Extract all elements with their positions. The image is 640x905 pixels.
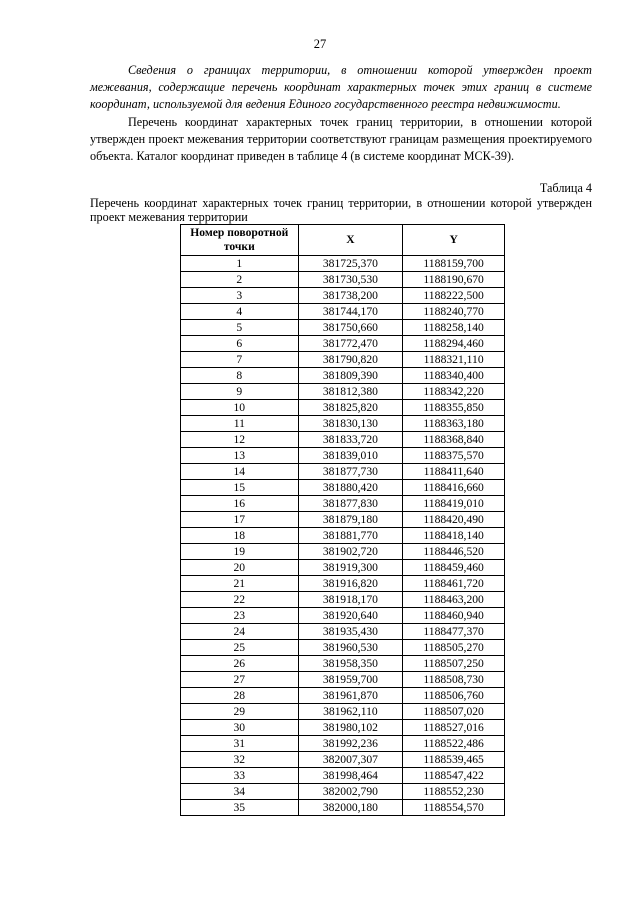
cell-point-number: 25	[181, 640, 299, 656]
cell-x: 381961,870	[298, 688, 403, 704]
cell-x: 381744,170	[298, 304, 403, 320]
cell-y: 1188375,570	[403, 448, 505, 464]
cell-x: 381812,380	[298, 384, 403, 400]
cell-x: 381935,430	[298, 624, 403, 640]
cell-x: 382002,790	[298, 784, 403, 800]
cell-point-number: 9	[181, 384, 299, 400]
cell-point-number: 28	[181, 688, 299, 704]
cell-x: 381960,530	[298, 640, 403, 656]
cell-x: 381738,200	[298, 288, 403, 304]
table-row	[181, 384, 505, 400]
cell-y: 1188411,640	[403, 464, 505, 480]
table-row	[181, 576, 505, 592]
cell-y: 1188552,230	[403, 784, 505, 800]
cell-y: 1188508,730	[403, 672, 505, 688]
table-row	[181, 704, 505, 720]
cell-point-number: 10	[181, 400, 299, 416]
page-number: 27	[313, 37, 327, 51]
cell-point-number: 12	[181, 432, 299, 448]
cell-point-number: 17	[181, 512, 299, 528]
cell-y: 1188294,460	[403, 336, 505, 352]
cell-point-number: 29	[181, 704, 299, 720]
cell-point-number: 24	[181, 624, 299, 640]
cell-x: 381809,390	[298, 368, 403, 384]
table-row	[181, 304, 505, 320]
cell-y: 1188368,840	[403, 432, 505, 448]
table-row	[181, 768, 505, 784]
table-row	[181, 688, 505, 704]
cell-y: 1188222,500	[403, 288, 505, 304]
cell-point-number: 1	[181, 256, 299, 272]
cell-point-number: 3	[181, 288, 299, 304]
cell-x: 381825,820	[298, 400, 403, 416]
cell-y: 1188190,670	[403, 272, 505, 288]
table-row	[181, 512, 505, 528]
cell-y: 1188420,490	[403, 512, 505, 528]
cell-point-number: 31	[181, 736, 299, 752]
cell-point-number: 26	[181, 656, 299, 672]
cell-point-number: 18	[181, 528, 299, 544]
cell-x: 382000,180	[298, 800, 403, 816]
cell-x: 381916,820	[298, 576, 403, 592]
cell-x: 381730,530	[298, 272, 403, 288]
header-point-number: Номер поворотной точки	[181, 225, 299, 256]
cell-x: 381750,660	[298, 320, 403, 336]
table-row	[181, 736, 505, 752]
cell-x: 381980,102	[298, 720, 403, 736]
cell-x: 381920,640	[298, 608, 403, 624]
cell-point-number: 14	[181, 464, 299, 480]
cell-y: 1188355,850	[403, 400, 505, 416]
cell-x: 381880,420	[298, 480, 403, 496]
cell-point-number: 15	[181, 480, 299, 496]
table-row	[181, 544, 505, 560]
coordinates-table	[180, 224, 505, 816]
cell-x: 381918,170	[298, 592, 403, 608]
table-row	[181, 352, 505, 368]
cell-y: 1188507,250	[403, 656, 505, 672]
table-row	[181, 432, 505, 448]
cell-x: 381881,770	[298, 528, 403, 544]
header-x: X	[298, 225, 403, 256]
table-row	[181, 400, 505, 416]
cell-y: 1188460,940	[403, 608, 505, 624]
cell-x: 381919,300	[298, 560, 403, 576]
cell-point-number: 13	[181, 448, 299, 464]
cell-point-number: 27	[181, 672, 299, 688]
cell-point-number: 4	[181, 304, 299, 320]
cell-y: 1188463,200	[403, 592, 505, 608]
cell-point-number: 11	[181, 416, 299, 432]
table-label: Таблица 4	[539, 181, 592, 195]
cell-y: 1188363,180	[403, 416, 505, 432]
table-row	[181, 448, 505, 464]
cell-point-number: 30	[181, 720, 299, 736]
cell-y: 1188506,760	[403, 688, 505, 704]
table-body	[181, 256, 505, 816]
table-row	[181, 560, 505, 576]
cell-y: 1188505,270	[403, 640, 505, 656]
cell-y: 1188554,570	[403, 800, 505, 816]
cell-point-number: 8	[181, 368, 299, 384]
cell-x: 381992,236	[298, 736, 403, 752]
table-row	[181, 368, 505, 384]
cell-x: 381902,720	[298, 544, 403, 560]
cell-y: 1188539,465	[403, 752, 505, 768]
cell-x: 381998,464	[298, 768, 403, 784]
cell-x: 381877,830	[298, 496, 403, 512]
cell-y: 1188527,016	[403, 720, 505, 736]
cell-point-number: 21	[181, 576, 299, 592]
table-row	[181, 336, 505, 352]
table-row	[181, 464, 505, 480]
cell-y: 1188547,422	[403, 768, 505, 784]
table-row	[181, 592, 505, 608]
cell-point-number: 35	[181, 800, 299, 816]
cell-y: 1188419,010	[403, 496, 505, 512]
cell-x: 381772,470	[298, 336, 403, 352]
cell-x: 381725,370	[298, 256, 403, 272]
cell-point-number: 2	[181, 272, 299, 288]
table-row	[181, 480, 505, 496]
cell-point-number: 19	[181, 544, 299, 560]
table-row	[181, 624, 505, 640]
cell-point-number: 22	[181, 592, 299, 608]
cell-y: 1188240,770	[403, 304, 505, 320]
cell-x: 381839,010	[298, 448, 403, 464]
table-row	[181, 528, 505, 544]
table-header-row	[181, 225, 505, 256]
cell-point-number: 5	[181, 320, 299, 336]
table-row	[181, 256, 505, 272]
cell-point-number: 6	[181, 336, 299, 352]
cell-x: 381877,730	[298, 464, 403, 480]
cell-y: 1188342,220	[403, 384, 505, 400]
cell-x: 381833,720	[298, 432, 403, 448]
cell-point-number: 34	[181, 784, 299, 800]
cell-x: 382007,307	[298, 752, 403, 768]
cell-y: 1188461,720	[403, 576, 505, 592]
cell-y: 1188159,700	[403, 256, 505, 272]
cell-x: 381790,820	[298, 352, 403, 368]
table-row	[181, 800, 505, 816]
cell-x: 381962,110	[298, 704, 403, 720]
cell-point-number: 23	[181, 608, 299, 624]
cell-y: 1188522,486	[403, 736, 505, 752]
cell-y: 1188340,400	[403, 368, 505, 384]
cell-x: 381959,700	[298, 672, 403, 688]
table-row	[181, 720, 505, 736]
table-row	[181, 608, 505, 624]
cell-x: 381879,180	[298, 512, 403, 528]
intro-italic-paragraph: Сведения о границах территории, в отношении которой утвержден проект межевания, содержащие перечень координат характерных точек этих границ в системе координат, используемой для ведения Единого государственного реестра недвижимости.	[90, 63, 592, 111]
cell-y: 1188459,460	[403, 560, 505, 576]
cell-y: 1188416,660	[403, 480, 505, 496]
table-caption: Перечень координат характерных точек границ территории, в отношении которой утвержден проект межевания территории	[90, 196, 592, 224]
table-row	[181, 416, 505, 432]
cell-y: 1188507,020	[403, 704, 505, 720]
cell-point-number: 16	[181, 496, 299, 512]
table-row	[181, 272, 505, 288]
table-row	[181, 752, 505, 768]
table-row	[181, 288, 505, 304]
cell-point-number: 32	[181, 752, 299, 768]
table-row	[181, 672, 505, 688]
cell-y: 1188258,140	[403, 320, 505, 336]
cell-y: 1188477,370	[403, 624, 505, 640]
cell-point-number: 7	[181, 352, 299, 368]
cell-y: 1188446,520	[403, 544, 505, 560]
table-row	[181, 496, 505, 512]
cell-y: 1188418,140	[403, 528, 505, 544]
cell-y: 1188321,110	[403, 352, 505, 368]
cell-x: 381830,130	[298, 416, 403, 432]
table-row	[181, 640, 505, 656]
cell-x: 381958,350	[298, 656, 403, 672]
cell-point-number: 20	[181, 560, 299, 576]
table-row	[181, 784, 505, 800]
body-paragraph: Перечень координат характерных точек границ территории, в отношении которой утвержден проект межевания территории соответствуют границам размещения проектируемого объекта. Каталог координат приведен в таблице 4 (в системе координат МСК-39).	[90, 115, 592, 163]
cell-point-number: 33	[181, 768, 299, 784]
table-row	[181, 656, 505, 672]
header-y: Y	[403, 225, 505, 256]
table-row	[181, 320, 505, 336]
